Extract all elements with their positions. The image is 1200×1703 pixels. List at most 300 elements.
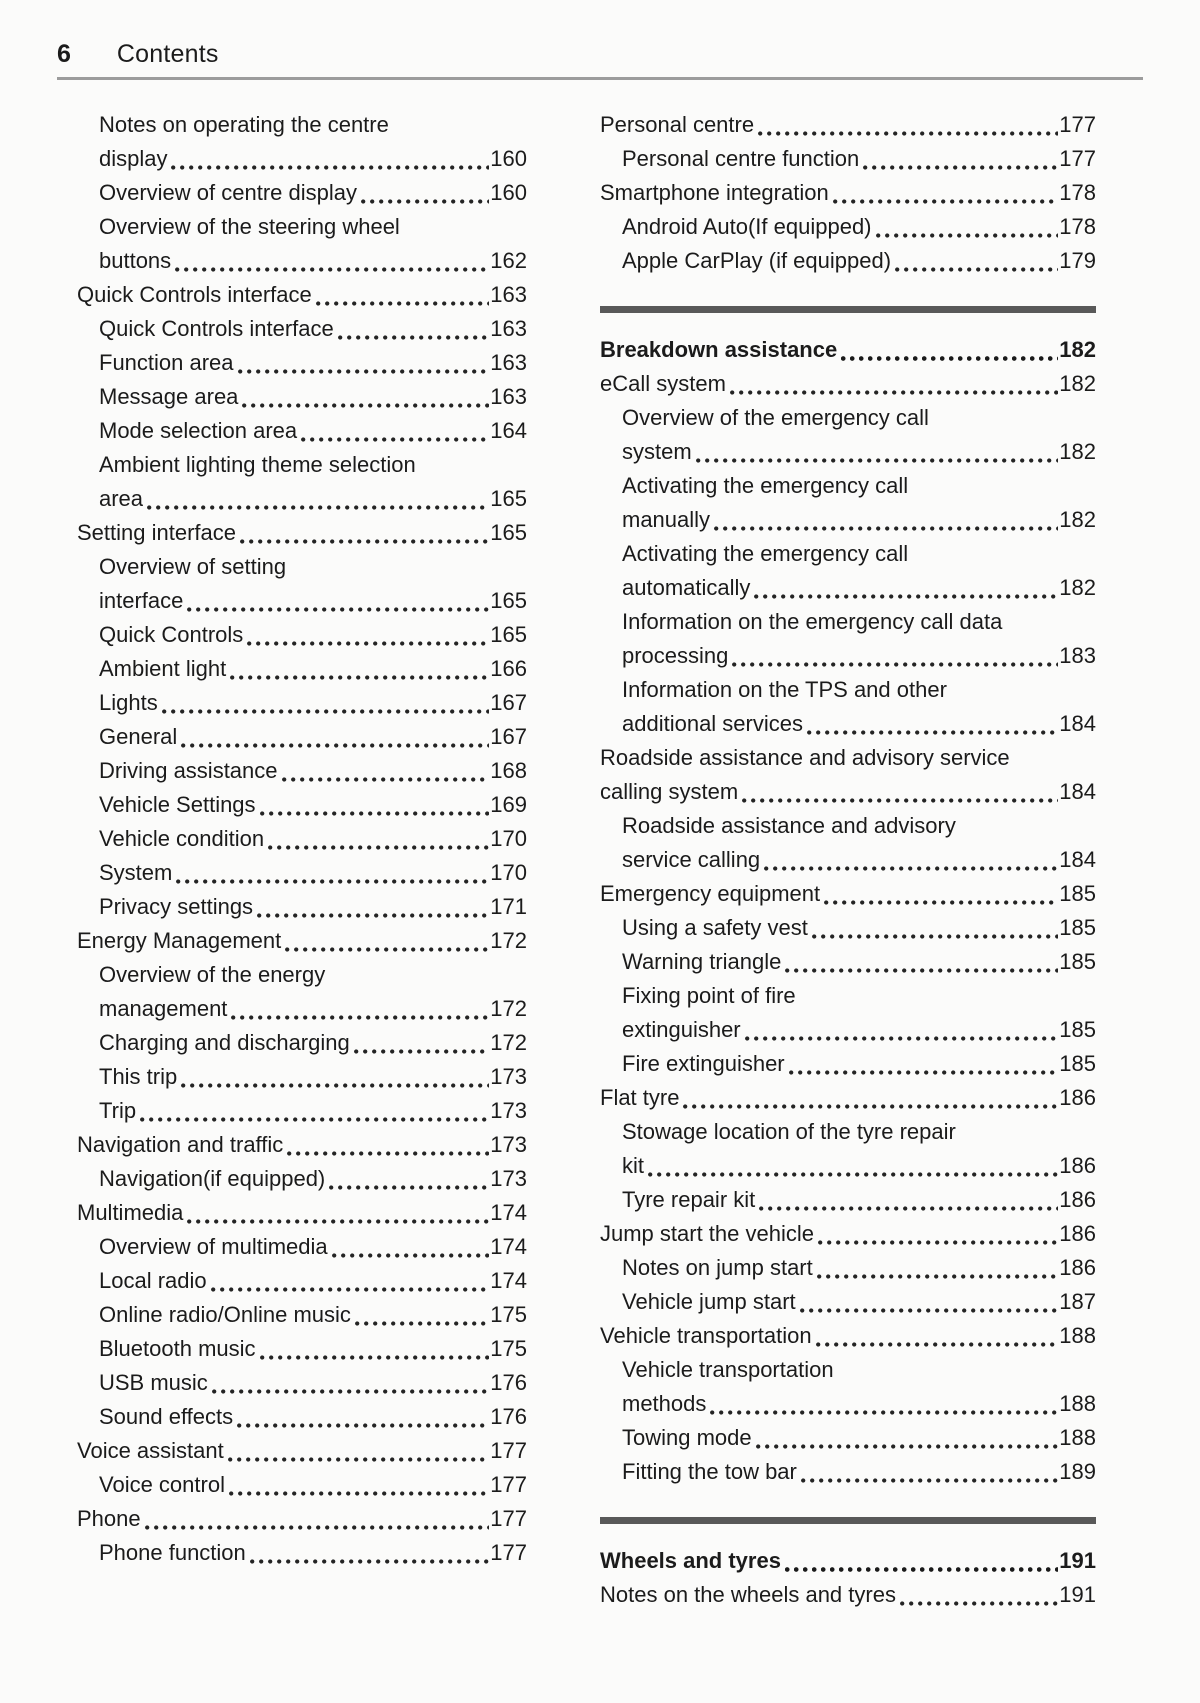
toc-entry-line [99,550,527,584]
toc-entry-title: Activating the emergency call [622,473,909,498]
dot-leader [287,1151,489,1156]
toc-entry-page-number: 170 [490,826,527,851]
page-header [0,0,1200,80]
toc-entry[interactable] [600,741,1096,809]
toc-entry-line [622,1455,1096,1489]
toc-entry-page-number: 182 [1059,439,1096,464]
toc-entry[interactable] [622,945,1096,979]
toc-entry-title: This trip [99,1064,178,1089]
toc-entry[interactable] [99,1094,527,1128]
toc-entry-line [622,244,1096,278]
toc-entry-title: Charging and discharging [99,1030,350,1055]
dot-leader [807,730,1058,735]
toc-entry[interactable] [99,448,527,516]
toc-entry-title: Driving assistance [99,758,278,783]
toc-entry-page-number: 191 [1059,1582,1096,1607]
dot-leader [171,165,489,170]
dot-leader [759,1206,1058,1211]
toc-entry-title: Energy Management [77,928,282,953]
toc-entry-page-number: 189 [1059,1459,1096,1484]
toc-entry-title: Quick Controls [99,622,244,647]
dot-leader [841,356,1058,361]
toc-entry-page-number: 177 [1059,146,1096,171]
toc-entry-title: USB music [99,1370,208,1395]
toc-entry-line [622,1353,1096,1387]
toc-entry-line [77,516,527,550]
toc-entry-line [99,176,527,210]
toc-entry[interactable] [99,1536,527,1570]
toc-entry-page-number: 185 [1059,915,1096,940]
toc-entry-line [600,108,1096,142]
toc-entry[interactable] [600,877,1096,911]
toc-entry-line [99,1536,527,1570]
toc-entry-title: Towing mode [622,1425,752,1450]
toc-entry-line [622,1183,1096,1217]
toc-entry-page-number: 182 [1059,507,1096,532]
toc-entry-title: Notes on the wheels and tyres [600,1582,896,1607]
dot-leader [329,1185,489,1190]
toc-entry[interactable] [99,618,527,652]
toc-entry-line [99,788,527,822]
toc-entry-line [600,1544,1096,1578]
toc-entry-line [622,1047,1096,1081]
toc-entry-line [99,754,527,788]
toc-entry[interactable] [77,516,527,550]
toc-entry[interactable] [622,1047,1096,1081]
toc-entry[interactable] [99,1162,527,1196]
dot-leader [817,1274,1059,1279]
toc-entry-line [600,1578,1096,1612]
toc-entry-page-number: 186 [1059,1187,1096,1212]
toc-entry[interactable] [622,1421,1096,1455]
toc-entry-title: Setting interface [77,520,236,545]
toc-entry[interactable] [99,1366,527,1400]
toc-chapter-entry[interactable] [600,333,1096,367]
dot-leader [648,1172,1058,1177]
dot-leader [756,1444,1059,1449]
toc-entry-line [99,1400,527,1434]
dot-leader [301,437,489,442]
dot-leader [228,1457,490,1462]
toc-entry[interactable] [77,1196,527,1230]
toc-entry[interactable] [622,142,1096,176]
toc-entry[interactable] [600,176,1096,210]
toc-column-right [600,108,1096,1612]
toc-entry-line [622,843,1096,877]
toc-entry-title: Roadside assistance and advisory [622,813,956,838]
toc-entry-line [99,414,527,448]
toc-entry-line [99,1298,527,1332]
dot-leader [181,1083,489,1088]
toc-entry[interactable] [99,720,527,754]
toc-entry-title: Navigation(if equipped) [99,1166,326,1191]
toc-entry-title: Stowage location of the tyre repair [622,1119,956,1144]
toc-entry-line [77,1196,527,1230]
dot-leader [785,968,1058,973]
dot-leader [801,1478,1058,1483]
toc-entry-line [600,741,1096,775]
toc-entry-line [600,1217,1096,1251]
dot-leader [764,866,1058,871]
toc-entry-title: Android Auto(If equipped) [622,214,872,239]
toc-entry-page-number: 178 [1059,180,1096,205]
toc-entry[interactable] [99,1026,527,1060]
toc-entry-page-number: 184 [1059,779,1096,804]
dot-leader [895,267,1058,272]
toc-entry-title: Online radio/Online music [99,1302,351,1327]
toc-entry[interactable] [99,1298,527,1332]
toc-entry-line [99,482,527,516]
toc-entry-title: Quick Controls interface [77,282,312,307]
toc-entry-page-number: 183 [1059,643,1096,668]
toc-entry-title: Ambient light [99,656,227,681]
toc-entry-page-number: 173 [490,1166,527,1191]
toc-entry-title: Mode selection area [99,418,298,443]
toc-entry-page-number: 185 [1059,1017,1096,1042]
toc-entry-page-number: 187 [1059,1289,1096,1314]
toc-entry[interactable] [622,673,1096,741]
dot-leader [231,1015,489,1020]
toc-entry-line [622,142,1096,176]
toc-entry-line [600,1319,1096,1353]
dot-leader [332,1253,490,1258]
toc-entry[interactable] [600,1578,1096,1612]
toc-entry-page-number: 186 [1059,1255,1096,1280]
toc-entry[interactable] [99,856,527,890]
dot-leader [710,1410,1058,1415]
toc-entry[interactable] [99,652,527,686]
toc-entry-line [77,278,527,312]
toc-entry-title: Personal centre [600,112,755,137]
toc-entry-title: methods [622,1391,707,1416]
dot-leader [745,1036,1059,1041]
dot-leader [714,526,1058,531]
toc-entry-title: Information on the emergency call data [622,609,1003,634]
toc-entry[interactable] [622,244,1096,278]
toc-entry-page-number: 165 [490,486,527,511]
dot-leader [816,1342,1059,1347]
dot-leader [212,1389,489,1394]
dot-leader [268,845,489,850]
toc-entry[interactable] [622,809,1096,877]
toc-entry[interactable] [99,380,527,414]
toc-entry-page-number: 185 [1059,1051,1096,1076]
toc-entry-page-number: 188 [1059,1425,1096,1450]
toc-entry-line [99,1468,527,1502]
toc-entry[interactable] [622,1251,1096,1285]
toc-entry[interactable] [99,1230,527,1264]
toc-entry-line [99,1264,527,1298]
toc-entry-page-number: 165 [490,622,527,647]
toc-entry-page-number: 165 [490,520,527,545]
toc-entry-page-number: 177 [490,1540,527,1565]
toc-entry[interactable] [99,754,527,788]
dot-leader [730,390,1058,395]
toc-entry-page-number: 191 [1059,1548,1096,1573]
toc-entry[interactable] [622,1115,1096,1183]
toc-entry-line [99,584,527,618]
toc-entry-line [77,924,527,958]
toc-entry[interactable] [99,1400,527,1434]
toc-entry[interactable] [99,686,527,720]
toc-entry-line [99,1094,527,1128]
toc-entry-title: Using a safety vest [622,915,808,940]
toc-entry[interactable] [99,210,527,278]
toc-entry-title: display [99,146,168,171]
toc-entry-title: Apple CarPlay (if equipped) [622,248,892,273]
toc-entry-title: Local radio [99,1268,207,1293]
toc-entry-page-number: 173 [490,1098,527,1123]
toc-entry-line [99,992,527,1026]
toc-entry-line [600,1081,1096,1115]
dot-leader [181,743,489,748]
toc-entry-page-number: 167 [490,690,527,715]
dot-leader [147,505,489,510]
toc-entry-page-number: 173 [490,1132,527,1157]
toc-entry-page-number: 179 [1059,248,1096,273]
dot-leader [818,1240,1058,1245]
toc-entry-line [622,1251,1096,1285]
toc-entry[interactable] [99,312,527,346]
toc-entry-line [99,244,527,278]
dot-leader [229,1491,489,1496]
dot-leader [257,913,489,918]
toc-entry-title: kit [622,1153,644,1178]
toc-entry-line [99,380,527,414]
toc-entry[interactable] [99,346,527,380]
dot-leader [230,675,489,680]
toc-entry-line [622,639,1096,673]
toc-entry-line [77,1502,527,1536]
dot-leader [247,641,489,646]
toc-entry-title: processing [622,643,729,668]
dot-leader [876,233,1059,238]
toc-entry-line [99,108,527,142]
toc-entry[interactable] [600,367,1096,401]
toc-entry-line [622,945,1096,979]
toc-entry-page-number: 186 [1059,1221,1096,1246]
dot-leader [732,662,1058,667]
toc-entry-line [622,707,1096,741]
toc-entry-page-number: 160 [490,180,527,205]
dot-leader [789,1070,1059,1075]
toc-entry-line [99,346,527,380]
toc-entry[interactable] [622,1183,1096,1217]
toc-entry-title: Ambient lighting theme selection [99,452,416,477]
toc-entry-line [622,1421,1096,1455]
toc-entry-page-number: 174 [490,1234,527,1259]
toc-chapter-entry[interactable] [600,1544,1096,1578]
toc-entry-title: Lights [99,690,158,715]
toc-entry-line [77,1434,527,1468]
toc-entry-page-number: 182 [1059,371,1096,396]
toc-entry[interactable] [99,822,527,856]
dot-leader [250,1559,490,1564]
toc-entry-title: Breakdown assistance [600,337,838,362]
toc-entry-title: Voice control [99,1472,225,1497]
dot-leader [742,798,1058,803]
toc-entry-title: Information on the TPS and other [622,677,947,702]
toc-entry-title: system [622,439,692,464]
toc-entry[interactable] [77,1502,527,1536]
toc-entry-page-number: 188 [1059,1323,1096,1348]
toc-entry-line [622,979,1096,1013]
toc-entry-page-number: 163 [490,384,527,409]
toc-entry-title: Notes on jump start [622,1255,813,1280]
toc-entry[interactable] [622,911,1096,945]
dot-leader [696,458,1059,463]
toc-entry-title: Bluetooth music [99,1336,256,1361]
toc-entry[interactable] [622,1353,1096,1421]
toc-entry[interactable] [622,605,1096,673]
toc-entry-title: Flat tyre [600,1085,680,1110]
toc-column-left [77,108,527,1570]
toc-entry[interactable] [99,890,527,924]
toc-entry[interactable] [77,278,527,312]
toc-entry[interactable] [622,1285,1096,1319]
toc-entry-page-number: 172 [490,1030,527,1055]
toc-entry-line [622,605,1096,639]
toc-entry[interactable] [99,788,527,822]
dot-leader [237,1423,489,1428]
toc-entry-title: extinguisher [622,1017,741,1042]
toc-entry-title: Trip [99,1098,137,1123]
toc-entry[interactable] [99,1264,527,1298]
toc-entry-page-number: 163 [490,282,527,307]
toc-entry[interactable] [600,1217,1096,1251]
toc-entry[interactable] [622,469,1096,537]
toc-entry-page-number: 176 [490,1404,527,1429]
dot-leader [282,777,490,782]
toc-entry[interactable] [622,401,1096,469]
toc-entry[interactable] [77,1434,527,1468]
toc-entry-title: Sound effects [99,1404,234,1429]
toc-entry-line [99,1366,527,1400]
toc-entry[interactable] [622,979,1096,1047]
toc-entry-line [99,1230,527,1264]
section-divider [600,306,1096,313]
toc-entry-page-number: 163 [490,350,527,375]
toc-entry-title: Overview of the energy [99,962,326,987]
toc-entry-line [99,1060,527,1094]
toc-entry-line [99,856,527,890]
toc-entry-page-number: 186 [1059,1085,1096,1110]
toc-entry[interactable] [622,537,1096,605]
toc-entry-line [99,448,527,482]
toc-entry-line [99,1026,527,1060]
toc-entry-title: Navigation and traffic [77,1132,284,1157]
page-header-row [0,40,1200,68]
dot-leader [140,1117,489,1122]
toc-entry-page-number: 177 [490,1472,527,1497]
dot-leader [824,900,1058,905]
toc-entry-page-number: 168 [490,758,527,783]
toc-entry-line [622,1387,1096,1421]
toc-entry-title: Notes on operating the centre [99,112,389,137]
dot-leader [812,934,1058,939]
toc-entry-page-number: 172 [490,996,527,1021]
toc-entry-title: manually [622,507,711,532]
toc-entry-line [622,809,1096,843]
dot-leader [785,1567,1058,1572]
toc-entry-page-number: 170 [490,860,527,885]
toc-entry-title: Overview of setting [99,554,287,579]
toc-entry-page-number: 174 [490,1200,527,1225]
toc-entry-title: Vehicle transportation [600,1323,812,1348]
toc-entry-title: Jump start the vehicle [600,1221,814,1246]
toc-entry-title: Phone [77,1506,141,1531]
toc-entry[interactable] [99,1060,527,1094]
page-number: 6 [57,40,71,68]
toc-entry-line [99,1162,527,1196]
toc-entry[interactable] [622,1455,1096,1489]
dot-leader [238,369,490,374]
toc-entry-line [99,1332,527,1366]
toc-entry-title: Roadside assistance and advisory service [600,745,1010,770]
dot-leader [187,1219,489,1224]
toc-entry-page-number: 178 [1059,214,1096,239]
toc-entry-title: calling system [600,779,739,804]
toc-entry-title: Overview of the emergency call [622,405,929,430]
toc-entry-line [99,210,527,244]
toc-entry[interactable] [99,176,527,210]
toc-entry[interactable] [99,958,527,1026]
toc-entry[interactable] [99,550,527,618]
toc-entry[interactable] [600,108,1096,142]
toc-entry-page-number: 185 [1059,949,1096,974]
toc-entry-line [99,618,527,652]
toc-entry-line [622,537,1096,571]
toc-entry[interactable] [99,414,527,448]
page-title: Contents [116,40,219,68]
toc-entry-page-number: 177 [490,1438,527,1463]
dot-leader [162,709,490,714]
toc-entry-page-number: 175 [490,1336,527,1361]
toc-entry-page-number: 163 [490,316,527,341]
toc-entry[interactable] [622,210,1096,244]
dot-leader [338,335,490,340]
toc-entry-line [622,673,1096,707]
dot-leader [900,1601,1058,1606]
toc-entry[interactable] [77,1128,527,1162]
toc-entry-line [622,1115,1096,1149]
toc-entry-line [600,775,1096,809]
toc-entry-line [622,1013,1096,1047]
toc-entry-line [622,401,1096,435]
toc-entry[interactable] [77,924,527,958]
dot-leader [145,1525,490,1530]
toc-entry-line [622,1149,1096,1183]
toc-entry[interactable] [600,1319,1096,1353]
toc-entry-title: Privacy settings [99,894,254,919]
dot-leader [285,947,489,952]
toc-entry-title: Smartphone integration [600,180,829,205]
toc-entry[interactable] [99,108,527,176]
dot-leader [833,199,1059,204]
section-divider [600,1517,1096,1524]
toc-entry[interactable] [600,1081,1096,1115]
toc-entry-line [99,142,527,176]
toc-entry-title: area [99,486,144,511]
dot-leader [683,1104,1058,1109]
toc-entry-line [600,877,1096,911]
toc-entry-title: Vehicle jump start [622,1289,796,1314]
toc-entry[interactable] [99,1332,527,1366]
toc-entry-page-number: 177 [490,1506,527,1531]
dot-leader [800,1308,1059,1313]
toc-entry-page-number: 172 [490,928,527,953]
toc-entry[interactable] [99,1468,527,1502]
